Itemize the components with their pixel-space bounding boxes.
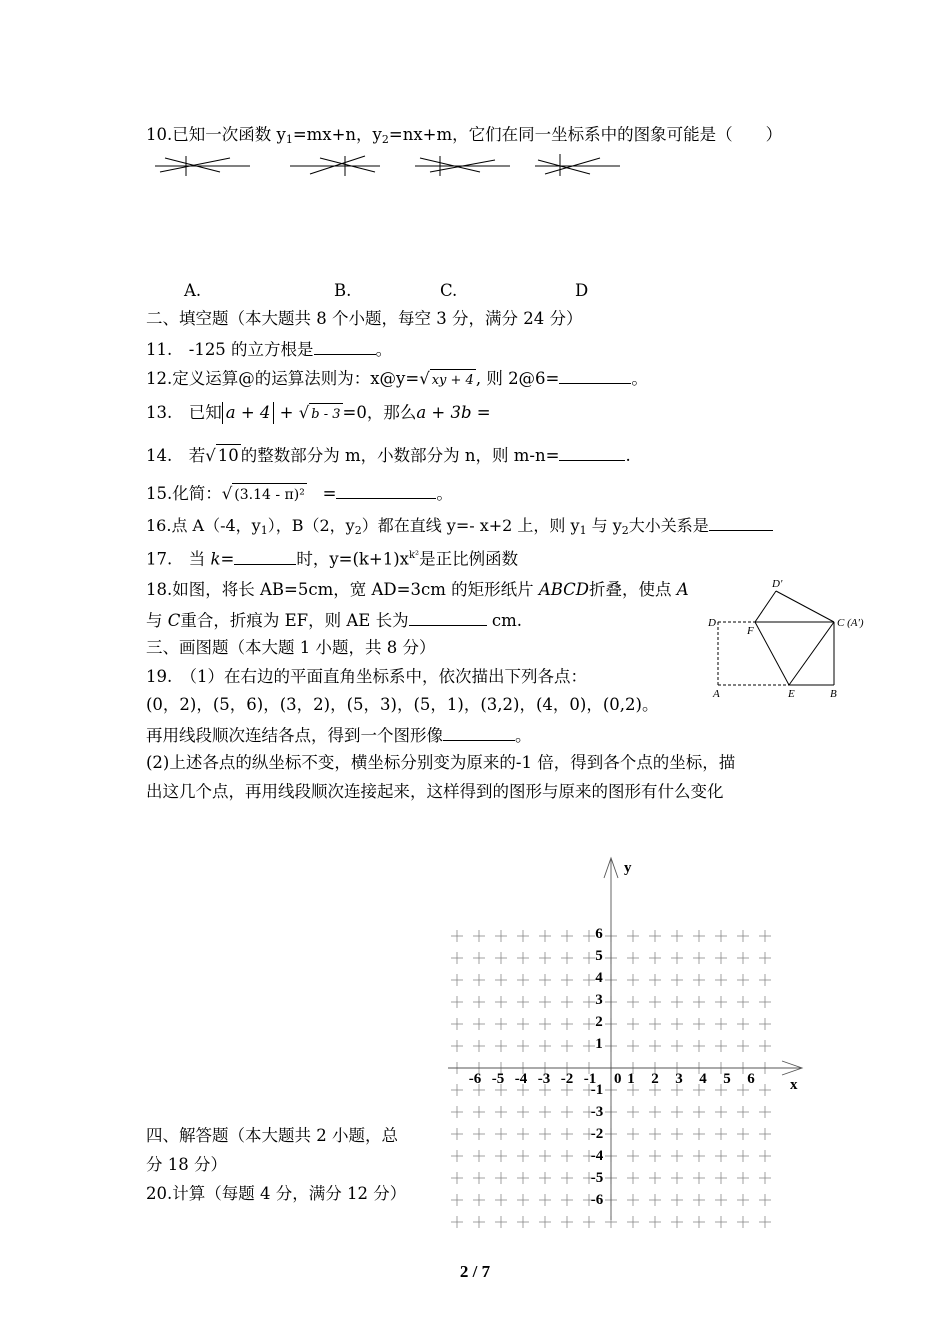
x-tick-label: 6 [747, 1071, 755, 1087]
x-tick-label: -4 [514, 1071, 528, 1087]
graph-d [535, 154, 620, 176]
q16-answer-blank[interactable] [709, 513, 773, 531]
fold-figure [700, 575, 880, 705]
q18-answer-blank[interactable] [409, 608, 487, 626]
x-tick-label: -1 [583, 1071, 597, 1087]
y-tick-label: -5 [590, 1170, 604, 1186]
origin-label: 0 [614, 1071, 622, 1087]
y-tick-label: 5 [595, 948, 603, 964]
q19-line1: 19. （1）在右边的平面直角坐标系中，依次描出下列各点： [146, 667, 587, 686]
q18-line1: 18.如图，将长 AB=5cm，宽 AD=3cm 的矩形纸片 ABCD折叠，使点 A [146, 580, 689, 599]
page-number: 2 / 7 [459, 1262, 491, 1281]
label-b: B [830, 688, 837, 700]
q17: 17. 当 k= 时，$y=(k+1)x^{k^2}$是正比例函数 [146, 545, 518, 571]
label-e: E [788, 688, 795, 700]
y-tick-label: 1 [595, 1036, 603, 1052]
option-a: A. [184, 281, 202, 300]
y-tick-label: -4 [590, 1148, 604, 1164]
option-d: D [575, 281, 589, 300]
x-tick-label: 1 [627, 1071, 635, 1087]
q18-line2: 与 C重合，折痕为 EF，则 AE 长为 cm. [146, 608, 522, 632]
q15-answer-blank[interactable] [336, 481, 436, 499]
q11-answer-blank[interactable] [314, 337, 376, 355]
label-d-prime: D' [772, 578, 783, 590]
q17-answer-blank[interactable] [234, 547, 296, 565]
y-tick-label: 6 [595, 926, 603, 942]
x-tick-label: 4 [699, 1071, 707, 1087]
section-3-heading: 三、画图题（本大题 1 小题，共 8 分） [146, 638, 436, 657]
q14-answer-blank[interactable] [559, 443, 625, 461]
x-tick-label: 2 [651, 1071, 659, 1087]
label-d: D [708, 617, 716, 629]
q19-line2: (0，2)，(5，6)，(3，2)，(5，3)，(5，1)，(3,2)，(4，0)，(0,2)。 [146, 695, 659, 714]
q19-line4: (2)上述各点的纵坐标不变，横坐标分别变为原来的-1 倍，得到各个点的坐标，描 [146, 753, 736, 772]
q10-option-graphs [150, 150, 630, 180]
label-a: A [713, 688, 720, 700]
y-tick-label: -1 [590, 1082, 604, 1098]
x-tick-label: 3 [675, 1071, 683, 1087]
y-tick-label: -3 [590, 1104, 604, 1120]
q19-line5: 出这几个点，再用线段顺次连接起来，这样得到的图形与原来的图形有什么变化 [146, 782, 724, 801]
x-tick-label: -5 [491, 1071, 505, 1087]
section-4-heading-line2: 分 18 分） [146, 1155, 227, 1174]
q20: 20.计算（每题 4 分，满分 12 分） [146, 1184, 407, 1203]
graph-a [155, 156, 250, 176]
coordinate-grid[interactable] [440, 850, 820, 1230]
y-tick-label: 3 [595, 992, 603, 1008]
y-tick-label: 4 [595, 970, 603, 986]
section-2-heading: 二、填空题（本大题共 8 个小题，每空 3 分，满分 24 分） [146, 309, 583, 328]
q13: 13. 已知 a + 4 + √ b - 3 =0，那么a + 3b = [146, 402, 491, 426]
y-tick-label: 2 [595, 1014, 603, 1030]
q16: 16.点 A（-4，$y_1$），B（2，$y_2$）都在直线 y=- x+2 上，则 $y_1$ 与 $y_2$大小关系是 [146, 513, 773, 542]
option-c: C. [440, 281, 458, 300]
q19-line3: 再用线段顺次连结各点，得到一个图形像 。 [146, 723, 532, 747]
y-tick-label: -2 [590, 1126, 604, 1142]
q11: 11. -125 的立方根是 。 [146, 337, 392, 361]
q14: 14. 若√ 10 的整数部分为 m，小数部分为 n，则 m-n= . [146, 443, 631, 467]
label-c: C (A') [837, 617, 864, 629]
q12-answer-blank[interactable] [559, 366, 631, 384]
x-tick-label: -2 [560, 1071, 574, 1087]
x-tick-label: -3 [537, 1071, 551, 1087]
q10-stem: 10.已知一次函数 $y_1=mx+n$，$y_2=nx+m$，它们在同一坐标系中的图象可能是（ ） [146, 125, 783, 146]
x-axis-label: x [790, 1077, 798, 1093]
section-4-heading-line1: 四、解答题（本大题共 2 小题，总 [146, 1126, 398, 1145]
y-axis-label: y [624, 860, 632, 876]
q12: 12.定义运算@的运算法则为：x@y=√ xy + 4 , 则 2@6= 。 [146, 366, 648, 392]
x-tick-label: -6 [468, 1071, 482, 1087]
q15: 15.化简：√ (3.14 - π)² = 。 [146, 481, 453, 506]
graph-c [415, 156, 510, 176]
q19-answer-blank[interactable] [443, 723, 515, 741]
graph-b [290, 156, 380, 176]
label-f: F [747, 625, 754, 637]
x-tick-label: 5 [723, 1071, 731, 1087]
option-b: B. [334, 281, 352, 300]
y-tick-label: -6 [590, 1192, 604, 1208]
